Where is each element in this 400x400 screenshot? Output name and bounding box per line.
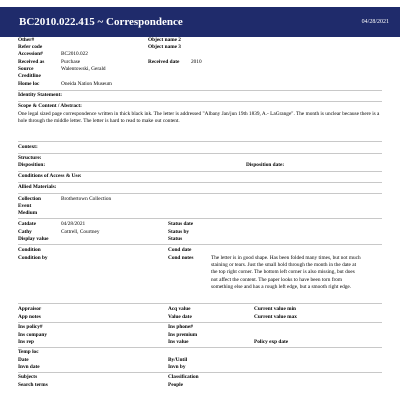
acq-value-label: Acq value xyxy=(168,306,191,312)
cathy-value: Cottrell, Courtney xyxy=(61,228,100,235)
divider xyxy=(18,141,382,142)
received-as-value: Purchase xyxy=(61,58,81,65)
status-label: Status xyxy=(168,236,183,242)
ins-rep-label: Ins rep xyxy=(18,339,34,345)
status-by-label: Status by xyxy=(168,228,190,235)
identity-statement-label: Identity Statement: xyxy=(18,92,62,98)
cond-date-label: Cond date xyxy=(168,247,192,253)
current-value-max-label: Current value max xyxy=(254,313,297,320)
other-label: Other# xyxy=(18,37,35,43)
appraisor-label: Appraisor xyxy=(18,306,42,312)
divider xyxy=(18,193,382,194)
object-name-3-label: Object name 3 xyxy=(148,44,181,50)
received-as-label: Received as xyxy=(18,58,45,65)
divider xyxy=(18,101,382,102)
divider xyxy=(18,303,382,304)
app-notes-label: App notes xyxy=(18,313,41,320)
display-value-label: Display value xyxy=(18,236,49,242)
scope-content-label: Scope & Content / Abstract: xyxy=(18,103,82,109)
cathy-label: Cathy xyxy=(18,228,32,235)
divider xyxy=(18,153,382,154)
condition-label: Condition xyxy=(18,247,41,253)
people-label: People xyxy=(168,381,184,388)
disposition-label: Disposition: xyxy=(18,162,46,168)
temp-loc-label: Temp loc xyxy=(18,349,39,355)
disposition-date-label: Disposition date: xyxy=(246,162,285,168)
date-label: Date xyxy=(18,356,29,363)
divider xyxy=(18,218,382,219)
ins-premium-label: Ins premium xyxy=(168,331,198,338)
home-loc-value: Oneida Nation Museum xyxy=(61,80,112,87)
policy-exp-date-label: Policy exp date xyxy=(254,339,289,345)
allied-materials-label: Allied Materials: xyxy=(18,184,57,190)
object-name-2-label: Object name 2 xyxy=(148,37,181,43)
collection-value: Brothertown Collection xyxy=(61,196,112,202)
catdate-value: 04/28/2021 xyxy=(61,221,86,227)
divider xyxy=(18,171,382,172)
scope-content-text: One legal sized page correspondence written in thick black ink. The letter is addressed "Albany Jan/jun 19th 1839, A.- LaGrange". The month is unclear because there is a hole through the middle letter. The letter is hard to read to make out content. xyxy=(18,111,380,124)
source-value: Walentowski, Gerald xyxy=(61,66,106,72)
ins-policy-label: Ins policy# xyxy=(18,324,43,330)
condition-by-label: Condition by xyxy=(18,255,48,261)
divider xyxy=(18,347,382,348)
invn-by-label: Invn by xyxy=(168,364,186,370)
cond-notes-value: The letter is in good shape. Has been folded many times, but not much staining or tears. Just the small hold through the month in the date at the top right corner. The bottom left corner is also missing, but does not affect the content. The paper looks to have been torn from something else and has a rough left edge, but a smooth right edge. xyxy=(211,255,361,290)
home-loc-label: Home loc xyxy=(18,80,40,87)
structure-label: Structure: xyxy=(18,155,42,161)
catdate-label: Catdate xyxy=(18,221,36,227)
subjects-label: Subjects xyxy=(18,374,38,380)
received-date-label: Received date xyxy=(148,58,180,65)
current-value-min-label: Current value min xyxy=(254,306,296,312)
ins-company-label: Ins company xyxy=(18,331,47,338)
record-title: BC2010.022.415 ~ Correspondence xyxy=(19,16,183,28)
divider xyxy=(18,182,382,183)
refer-code-label: Refer code xyxy=(18,44,43,50)
record-header xyxy=(0,7,400,37)
context-label: Context: xyxy=(18,144,38,150)
classification-label: Classification xyxy=(168,374,199,380)
received-date-value: 2010 xyxy=(191,58,202,65)
invn-date-label: Invn date xyxy=(18,364,40,370)
divider xyxy=(18,372,382,373)
accession-label: Accession# xyxy=(18,51,43,57)
creditline-label: Creditline xyxy=(18,73,41,79)
medium-label: Medium xyxy=(18,210,38,216)
conditions-access-label: Conditions of Access & Use: xyxy=(18,173,82,179)
status-date-label: Status date xyxy=(168,221,194,227)
ins-phone-label: Ins phone# xyxy=(168,324,193,330)
record-date: 04/28/2021 xyxy=(361,19,389,25)
cond-notes-label: Cond notes xyxy=(168,255,194,261)
value-date-label: Value date xyxy=(168,313,192,320)
source-label: Source xyxy=(18,66,34,72)
accession-value: BC2010.022 xyxy=(61,51,88,57)
divider xyxy=(18,244,382,245)
ins-value-label: Ins value xyxy=(168,339,189,345)
divider xyxy=(18,322,382,323)
divider xyxy=(18,90,382,91)
event-label: Event xyxy=(18,203,32,209)
search-terms-label: Search terms xyxy=(18,381,48,388)
collection-label: Collection xyxy=(18,196,41,202)
by-until-label: By/Until xyxy=(168,356,188,363)
